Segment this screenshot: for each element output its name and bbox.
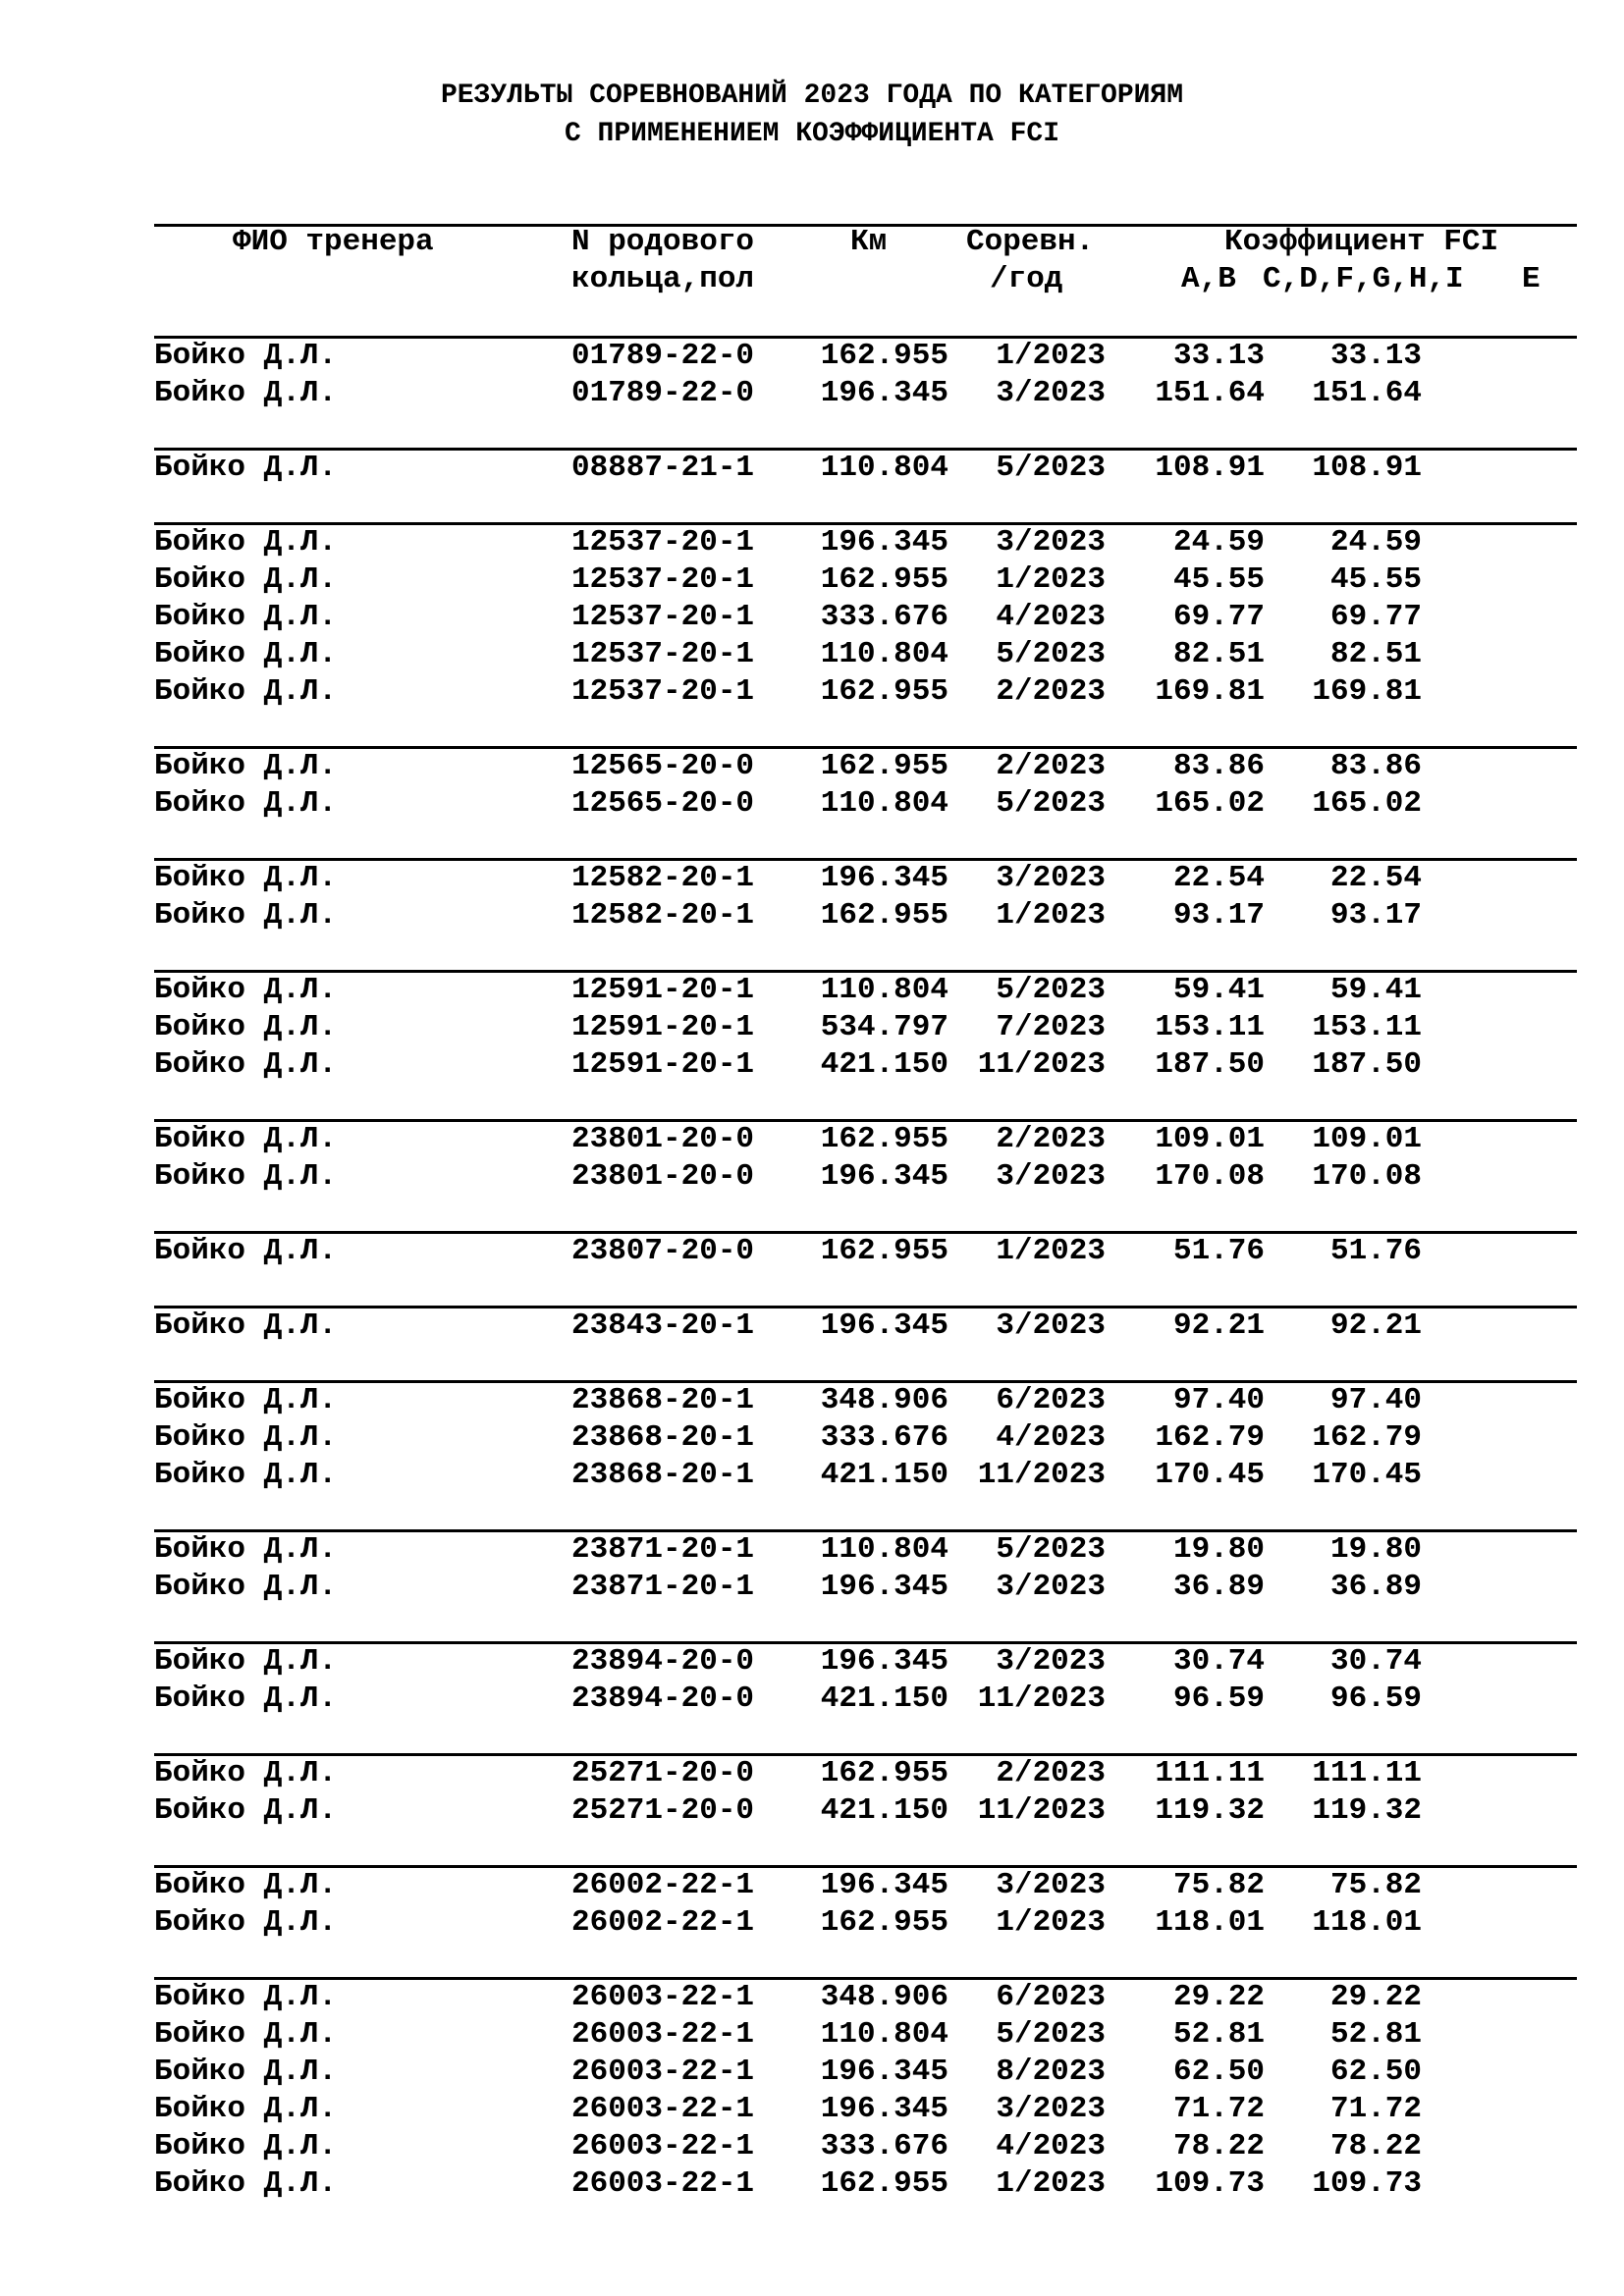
cell-competition: 2/2023 <box>996 1122 1106 1156</box>
cell-coef-ab: 82.51 <box>1172 637 1265 671</box>
cell-competition: 11/2023 <box>977 1793 1106 1828</box>
cell-ring: 25271-20-0 <box>571 1756 755 1790</box>
table-row <box>0 673 1624 711</box>
table-row <box>0 1009 1624 1046</box>
cell-coef-cdf: 111.11 <box>1312 1756 1422 1790</box>
cell-coef-ab: 109.01 <box>1155 1122 1265 1156</box>
cell-trainer: Бойко Д.Л. <box>154 525 338 560</box>
cell-km: 162.955 <box>820 674 948 709</box>
cell-coef-ab: 97.40 <box>1172 1383 1265 1417</box>
cell-coef-ab: 59.41 <box>1172 973 1265 1007</box>
cell-ring: 23871-20-1 <box>571 1570 755 1604</box>
cell-coef-ab: 36.89 <box>1172 1570 1265 1604</box>
cell-coef-cdf: 36.89 <box>1329 1570 1422 1604</box>
cell-coef-cdf: 75.82 <box>1329 1868 1422 1902</box>
cell-km: 162.955 <box>820 2166 948 2201</box>
cell-trainer: Бойко Д.Л. <box>154 1383 338 1417</box>
cell-competition: 1/2023 <box>996 1905 1106 1940</box>
cell-ring: 26003-22-1 <box>571 2092 755 2126</box>
cell-ring: 12591-20-1 <box>571 1010 755 1044</box>
cell-trainer: Бойко Д.Л. <box>154 1644 338 1679</box>
cell-km: 162.955 <box>820 1905 948 1940</box>
cell-ring: 23801-20-0 <box>571 1159 755 1194</box>
cell-coef-ab: 19.80 <box>1172 1532 1265 1567</box>
cell-trainer: Бойко Д.Л. <box>154 1980 338 2014</box>
cell-coef-ab: 51.76 <box>1172 1234 1265 1268</box>
cell-km: 110.804 <box>820 786 948 821</box>
cell-coef-cdf: 69.77 <box>1329 600 1422 634</box>
cell-ring: 26003-22-1 <box>571 2017 755 2052</box>
cell-trainer: Бойко Д.Л. <box>154 1420 338 1455</box>
cell-km: 196.345 <box>820 525 948 560</box>
table-row <box>0 524 1624 561</box>
cell-coef-cdf: 93.17 <box>1329 898 1422 933</box>
cell-km: 162.955 <box>820 749 948 783</box>
cell-ring: 12591-20-1 <box>571 1047 755 1082</box>
cell-competition: 3/2023 <box>996 1308 1106 1343</box>
cell-coef-cdf: 45.55 <box>1329 562 1422 597</box>
header-ring-line-1: N родового <box>571 225 755 259</box>
cell-competition: 1/2023 <box>996 898 1106 933</box>
cell-ring: 26002-22-1 <box>571 1868 755 1902</box>
cell-coef-cdf: 109.73 <box>1312 2166 1422 2201</box>
cell-km: 162.955 <box>820 562 948 597</box>
table-row <box>0 1382 1624 1419</box>
cell-coef-ab: 108.91 <box>1155 451 1265 485</box>
cell-coef-cdf: 162.79 <box>1312 1420 1422 1455</box>
cell-km: 196.345 <box>820 1644 948 1679</box>
cell-competition: 6/2023 <box>996 1980 1106 2014</box>
cell-coef-ab: 170.08 <box>1155 1159 1265 1194</box>
table-row <box>0 1643 1624 1681</box>
cell-coef-cdf: 96.59 <box>1329 1682 1422 1716</box>
cell-coef-ab: 92.21 <box>1172 1308 1265 1343</box>
cell-coef-ab: 29.22 <box>1172 1980 1265 2014</box>
table-row <box>0 1121 1624 1158</box>
cell-coef-cdf: 22.54 <box>1329 861 1422 895</box>
table-row <box>0 1792 1624 1830</box>
cell-competition: 5/2023 <box>996 2017 1106 2052</box>
cell-km: 162.955 <box>820 898 948 933</box>
cell-km: 333.676 <box>820 600 948 634</box>
cell-coef-cdf: 118.01 <box>1312 1905 1422 1940</box>
cell-coef-cdf: 170.08 <box>1312 1159 1422 1194</box>
cell-competition: 1/2023 <box>996 339 1106 373</box>
cell-km: 196.345 <box>820 1308 948 1343</box>
cell-km: 421.150 <box>820 1047 948 1082</box>
cell-competition: 5/2023 <box>996 786 1106 821</box>
cell-trainer: Бойко Д.Л. <box>154 339 338 373</box>
cell-ring: 23843-20-1 <box>571 1308 755 1343</box>
cell-coef-ab: 22.54 <box>1172 861 1265 895</box>
cell-competition: 11/2023 <box>977 1047 1106 1082</box>
cell-km: 162.955 <box>820 1234 948 1268</box>
cell-trainer: Бойко Д.Л. <box>154 1458 338 1492</box>
cell-coef-ab: 62.50 <box>1172 2055 1265 2089</box>
cell-coef-cdf: 51.76 <box>1329 1234 1422 1268</box>
cell-trainer: Бойко Д.Л. <box>154 786 338 821</box>
cell-ring: 23868-20-1 <box>571 1458 755 1492</box>
cell-ring: 01789-22-0 <box>571 339 755 373</box>
cell-ring: 12537-20-1 <box>571 562 755 597</box>
cell-coef-cdf: 30.74 <box>1329 1644 1422 1679</box>
cell-coef-ab: 153.11 <box>1155 1010 1265 1044</box>
table-row <box>0 860 1624 897</box>
cell-ring: 12537-20-1 <box>571 674 755 709</box>
cell-coef-ab: 111.11 <box>1155 1756 1265 1790</box>
cell-coef-cdf: 82.51 <box>1329 637 1422 671</box>
cell-coef-ab: 78.22 <box>1172 2129 1265 2163</box>
table-row <box>0 1979 1624 2016</box>
cell-coef-ab: 162.79 <box>1155 1420 1265 1455</box>
cell-coef-ab: 169.81 <box>1155 674 1265 709</box>
cell-coef-cdf: 29.22 <box>1329 1980 1422 2014</box>
cell-km: 110.804 <box>820 1532 948 1567</box>
header-coef-ab: A,B <box>1181 262 1236 296</box>
cell-trainer: Бойко Д.Л. <box>154 1905 338 1940</box>
cell-competition: 5/2023 <box>996 973 1106 1007</box>
cell-trainer: Бойко Д.Л. <box>154 1234 338 1268</box>
cell-competition: 3/2023 <box>996 1644 1106 1679</box>
cell-coef-cdf: 19.80 <box>1329 1532 1422 1567</box>
table-row <box>0 1904 1624 1942</box>
table-row <box>0 2054 1624 2091</box>
cell-km: 110.804 <box>820 451 948 485</box>
cell-km: 333.676 <box>820 1420 948 1455</box>
cell-trainer: Бойко Д.Л. <box>154 749 338 783</box>
cell-trainer: Бойко Д.Л. <box>154 1682 338 1716</box>
table-row <box>0 1569 1624 1606</box>
page-title-line-2: С ПРИМЕНЕНИЕМ КОЭФФИЦИЕНТА FCI <box>564 119 1060 149</box>
cell-competition: 3/2023 <box>996 376 1106 410</box>
cell-km: 110.804 <box>820 637 948 671</box>
cell-trainer: Бойко Д.Л. <box>154 674 338 709</box>
cell-km: 421.150 <box>820 1458 948 1492</box>
cell-coef-cdf: 109.01 <box>1312 1122 1422 1156</box>
table-row <box>0 375 1624 412</box>
cell-competition: 3/2023 <box>996 1159 1106 1194</box>
cell-coef-cdf: 187.50 <box>1312 1047 1422 1082</box>
cell-ring: 01789-22-0 <box>571 376 755 410</box>
cell-coef-ab: 45.55 <box>1172 562 1265 597</box>
cell-km: 162.955 <box>820 1122 948 1156</box>
cell-ring: 26002-22-1 <box>571 1905 755 1940</box>
table-row <box>0 897 1624 934</box>
header-trainer: ФИО тренера <box>233 225 434 259</box>
cell-trainer: Бойко Д.Л. <box>154 2017 338 2052</box>
cell-coef-cdf: 83.86 <box>1329 749 1422 783</box>
cell-coef-cdf: 169.81 <box>1312 674 1422 709</box>
header-km: Км <box>850 225 888 259</box>
cell-coef-ab: 165.02 <box>1155 786 1265 821</box>
cell-coef-cdf: 71.72 <box>1329 2092 1422 2126</box>
cell-competition: 3/2023 <box>996 861 1106 895</box>
header-comp-line-1: Соревн. <box>966 225 1095 259</box>
cell-trainer: Бойко Д.Л. <box>154 2166 338 2201</box>
table-row <box>0 1755 1624 1792</box>
cell-ring: 26003-22-1 <box>571 2129 755 2163</box>
cell-competition: 2/2023 <box>996 749 1106 783</box>
cell-coef-cdf: 170.45 <box>1312 1458 1422 1492</box>
cell-ring: 12582-20-1 <box>571 861 755 895</box>
table-row <box>0 748 1624 785</box>
cell-competition: 4/2023 <box>996 1420 1106 1455</box>
cell-trainer: Бойко Д.Л. <box>154 898 338 933</box>
cell-competition: 11/2023 <box>977 1458 1106 1492</box>
header-coef-e: E <box>1522 262 1541 296</box>
cell-coef-ab: 187.50 <box>1155 1047 1265 1082</box>
cell-trainer: Бойко Д.Л. <box>154 973 338 1007</box>
cell-trainer: Бойко Д.Л. <box>154 1756 338 1790</box>
table-row <box>0 1867 1624 1904</box>
cell-competition: 5/2023 <box>996 451 1106 485</box>
table-row <box>0 450 1624 487</box>
cell-competition: 3/2023 <box>996 1570 1106 1604</box>
cell-competition: 2/2023 <box>996 1756 1106 1790</box>
cell-competition: 4/2023 <box>996 2129 1106 2163</box>
cell-coef-ab: 69.77 <box>1172 600 1265 634</box>
cell-competition: 7/2023 <box>996 1010 1106 1044</box>
cell-km: 110.804 <box>820 2017 948 2052</box>
table-row <box>0 1681 1624 1718</box>
table-row <box>0 1457 1624 1494</box>
cell-trainer: Бойко Д.Л. <box>154 1010 338 1044</box>
cell-km: 196.345 <box>820 1159 948 1194</box>
cell-ring: 08887-21-1 <box>571 451 755 485</box>
table-row <box>0 2016 1624 2054</box>
cell-trainer: Бойко Д.Л. <box>154 376 338 410</box>
cell-ring: 26003-22-1 <box>571 2166 755 2201</box>
cell-trainer: Бойко Д.Л. <box>154 1047 338 1082</box>
cell-competition: 6/2023 <box>996 1383 1106 1417</box>
cell-coef-cdf: 62.50 <box>1329 2055 1422 2089</box>
cell-coef-ab: 93.17 <box>1172 898 1265 933</box>
table-row <box>0 1308 1624 1345</box>
cell-trainer: Бойко Д.Л. <box>154 1793 338 1828</box>
header-coef-cdf: C,D,F,G,H,I <box>1263 262 1464 296</box>
cell-trainer: Бойко Д.Л. <box>154 861 338 895</box>
cell-km: 196.345 <box>820 1570 948 1604</box>
cell-coef-cdf: 119.32 <box>1312 1793 1422 1828</box>
cell-km: 110.804 <box>820 973 948 1007</box>
cell-ring: 23871-20-1 <box>571 1532 755 1567</box>
cell-km: 196.345 <box>820 376 948 410</box>
cell-coef-cdf: 151.64 <box>1312 376 1422 410</box>
cell-ring: 23894-20-0 <box>571 1682 755 1716</box>
cell-competition: 5/2023 <box>996 637 1106 671</box>
cell-ring: 25271-20-0 <box>571 1793 755 1828</box>
cell-trainer: Бойко Д.Л. <box>154 562 338 597</box>
cell-coef-ab: 83.86 <box>1172 749 1265 783</box>
cell-trainer: Бойко Д.Л. <box>154 2055 338 2089</box>
cell-coef-cdf: 78.22 <box>1329 2129 1422 2163</box>
cell-trainer: Бойко Д.Л. <box>154 1570 338 1604</box>
cell-coef-ab: 75.82 <box>1172 1868 1265 1902</box>
cell-trainer: Бойко Д.Л. <box>154 1122 338 1156</box>
cell-ring: 23868-20-1 <box>571 1383 755 1417</box>
cell-coef-ab: 52.81 <box>1172 2017 1265 2052</box>
cell-ring: 23894-20-0 <box>571 1644 755 1679</box>
table-row <box>0 2128 1624 2165</box>
cell-trainer: Бойко Д.Л. <box>154 637 338 671</box>
table-row <box>0 2091 1624 2128</box>
table-row <box>0 1158 1624 1196</box>
cell-competition: 1/2023 <box>996 562 1106 597</box>
cell-competition: 8/2023 <box>996 2055 1106 2089</box>
cell-coef-ab: 119.32 <box>1155 1793 1265 1828</box>
table-row <box>0 636 1624 673</box>
cell-coef-ab: 71.72 <box>1172 2092 1265 2126</box>
cell-km: 421.150 <box>820 1793 948 1828</box>
cell-trainer: Бойко Д.Л. <box>154 451 338 485</box>
cell-ring: 12591-20-1 <box>571 973 755 1007</box>
header-comp-line-2: /год <box>990 262 1063 296</box>
cell-ring: 12537-20-1 <box>571 637 755 671</box>
table-row <box>0 785 1624 823</box>
table-row <box>0 1419 1624 1457</box>
cell-coef-cdf: 165.02 <box>1312 786 1422 821</box>
cell-competition: 2/2023 <box>996 674 1106 709</box>
table-row <box>0 1531 1624 1569</box>
table-row <box>0 972 1624 1009</box>
cell-trainer: Бойко Д.Л. <box>154 600 338 634</box>
cell-ring: 23801-20-0 <box>571 1122 755 1156</box>
cell-coef-cdf: 52.81 <box>1329 2017 1422 2052</box>
cell-coef-ab: 33.13 <box>1172 339 1265 373</box>
cell-ring: 12582-20-1 <box>571 898 755 933</box>
cell-coef-ab: 118.01 <box>1155 1905 1265 1940</box>
table-row <box>0 561 1624 599</box>
cell-coef-cdf: 33.13 <box>1329 339 1422 373</box>
cell-km: 196.345 <box>820 2092 948 2126</box>
cell-km: 196.345 <box>820 2055 948 2089</box>
cell-coef-cdf: 24.59 <box>1329 525 1422 560</box>
cell-km: 534.797 <box>820 1010 948 1044</box>
cell-km: 333.676 <box>820 2129 948 2163</box>
cell-coef-cdf: 59.41 <box>1329 973 1422 1007</box>
cell-coef-ab: 170.45 <box>1155 1458 1265 1492</box>
table-row <box>0 2165 1624 2203</box>
cell-competition: 3/2023 <box>996 525 1106 560</box>
cell-trainer: Бойко Д.Л. <box>154 1308 338 1343</box>
cell-coef-cdf: 153.11 <box>1312 1010 1422 1044</box>
cell-ring: 12565-20-0 <box>571 786 755 821</box>
cell-km: 421.150 <box>820 1682 948 1716</box>
cell-competition: 4/2023 <box>996 600 1106 634</box>
cell-coef-cdf: 97.40 <box>1329 1383 1422 1417</box>
cell-coef-ab: 96.59 <box>1172 1682 1265 1716</box>
cell-ring: 12565-20-0 <box>571 749 755 783</box>
cell-ring: 26003-22-1 <box>571 1980 755 2014</box>
cell-coef-ab: 109.73 <box>1155 2166 1265 2201</box>
cell-trainer: Бойко Д.Л. <box>154 2092 338 2126</box>
cell-competition: 3/2023 <box>996 2092 1106 2126</box>
cell-coef-ab: 30.74 <box>1172 1644 1265 1679</box>
cell-ring: 12537-20-1 <box>571 600 755 634</box>
cell-km: 348.906 <box>820 1383 948 1417</box>
cell-competition: 5/2023 <box>996 1532 1106 1567</box>
cell-km: 162.955 <box>820 1756 948 1790</box>
table-row <box>0 1046 1624 1084</box>
cell-ring: 26003-22-1 <box>571 2055 755 2089</box>
cell-trainer: Бойко Д.Л. <box>154 1868 338 1902</box>
cell-trainer: Бойко Д.Л. <box>154 1532 338 1567</box>
cell-ring: 23807-20-0 <box>571 1234 755 1268</box>
cell-competition: 1/2023 <box>996 2166 1106 2201</box>
cell-ring: 23868-20-1 <box>571 1420 755 1455</box>
cell-km: 196.345 <box>820 861 948 895</box>
cell-trainer: Бойко Д.Л. <box>154 1159 338 1194</box>
cell-km: 348.906 <box>820 1980 948 2014</box>
table-row <box>0 1233 1624 1270</box>
header-coef-title: Коэффициент FCI <box>1224 225 1499 259</box>
cell-trainer: Бойко Д.Л. <box>154 2129 338 2163</box>
page-title-line-1: РЕЗУЛЬТЫ СОРЕВНОВАНИЙ 2023 ГОДА ПО КАТЕГОРИЯМ <box>440 80 1184 111</box>
cell-coef-cdf: 108.91 <box>1312 451 1422 485</box>
cell-coef-ab: 151.64 <box>1155 376 1265 410</box>
cell-km: 196.345 <box>820 1868 948 1902</box>
cell-competition: 3/2023 <box>996 1868 1106 1902</box>
cell-coef-ab: 24.59 <box>1172 525 1265 560</box>
cell-ring: 12537-20-1 <box>571 525 755 560</box>
cell-km: 162.955 <box>820 339 948 373</box>
table-row <box>0 599 1624 636</box>
header-ring-line-2: кольца,пол <box>571 262 755 296</box>
table-row <box>0 338 1624 375</box>
cell-competition: 11/2023 <box>977 1682 1106 1716</box>
cell-competition: 1/2023 <box>996 1234 1106 1268</box>
cell-coef-cdf: 92.21 <box>1329 1308 1422 1343</box>
